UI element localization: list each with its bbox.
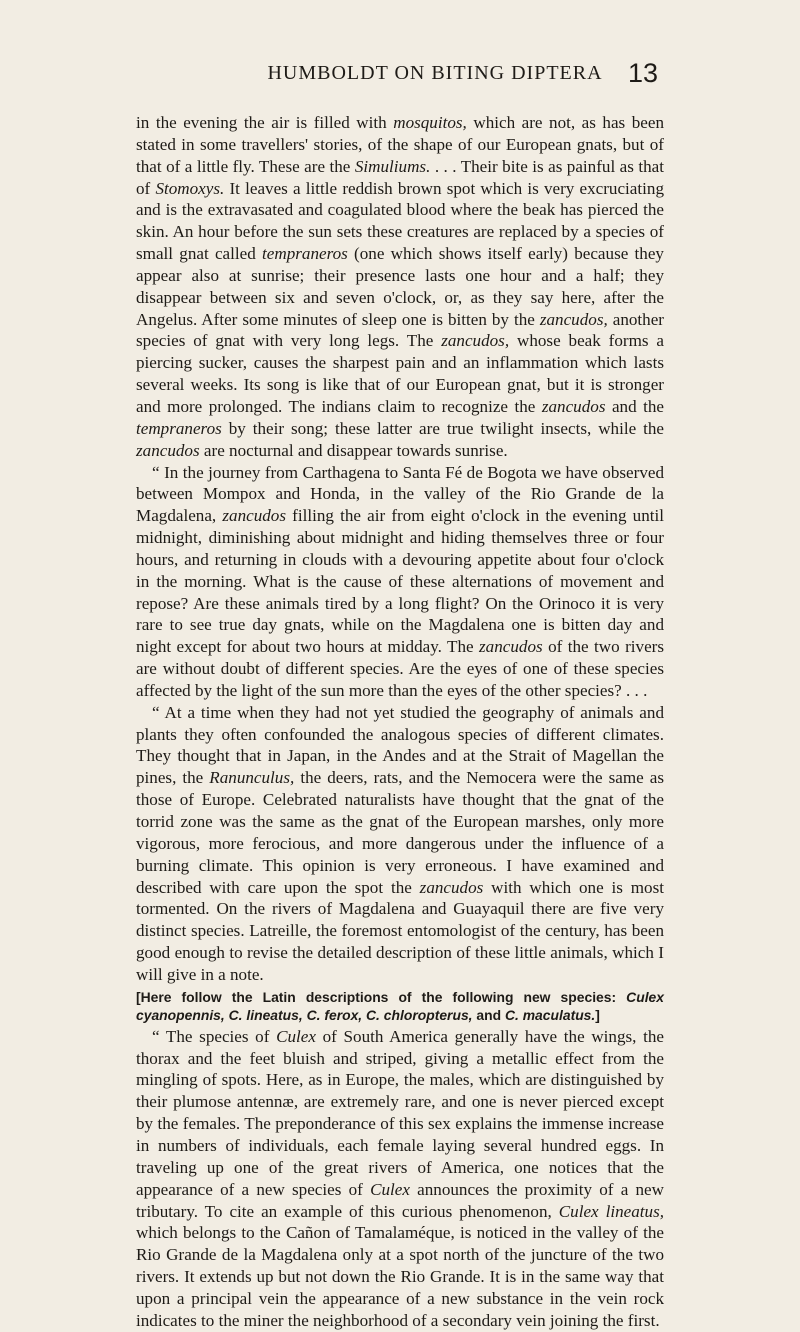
italic-term: zancudos [222,506,287,526]
italic-term: C. maculatus. [504,1007,596,1024]
italic-term: Culex cyanopennis, C. lineatus, C. ferox, C. chloropterus, [136,988,664,1024]
italic-term: mosquitos, [393,113,467,132]
text-run: announces the proximity of a new tributary. To cite an example of this curious phenomenon, [136,1179,664,1221]
italic-term: zancudos [479,637,543,657]
text-run: . . . Their bite is as painful as that of [136,156,664,198]
page-number: 13 [627,58,658,88]
italic-term: Ranunculus, [209,768,295,788]
running-title: HUMBOLDT ON BITING DIPTERA [267,62,603,84]
italic-term: zancudos [541,396,606,416]
text-run: “ At a time when they had not yet studied the geography of animals and plants they often confounded the analogous species of different climates. They thought that in Japan, in the Andes and at the Strait of Magellan the pines, the [136,702,664,788]
text-run: whose beak forms a piercing sucker, causes the sharpest pain and an inflammation which lasts several weeks. Its song is like that of our European gnat, but it is stronger and more prolonged. The indians claim to recognize the [136,331,664,416]
text-run: which belongs to the Cañon of Tamalaméque, is noticed in the valley of the Rio Grande de la Magdalena only at a spot north of the juncture of the two rivers. It extends up but not down the Rio Grande. It is in the same way that upon a principal vein the appearance of a new substance in the vein rock indicates to the miner the neighborhood of a secondary vein joining the first. [136,1223,664,1330]
text-run: and the [605,396,664,416]
text-run: another species of gnat with very long legs. The [136,309,664,351]
text-run: of South America generally have the wings, the thorax and the feet bluish and striped, giving a metallic effect from the mingling of spots. Here, as in Europe, the males, which are distinguished by their plumose antennæ, are extremely rare, and one is never pierced except by the females. The preponderance of this sex explains the immense increase in numbers of individuals, each female laying several hundred eggs. In traveling up one of the great rivers of America, one notices that the appearance of a new species of [136,1026,664,1199]
text-run: and [472,1007,505,1024]
paragraph [136,1026,664,1332]
text-run: are nocturnal and disappear towards sunrise. [199,440,508,460]
text-run: filling the air from eight o'clock in the evening until midnight, diminishing about midnight and hiding themselves three or four hours, and returning in clouds with a devouring appetite about four o'clock in the morning. What is the cause of these alternations of movement and repose? Are these animals tired by a long flight? On the Orinoco it is very rare to see true day gnats, while on the Magdalena one is bitten day and night except for about two hours at midday. The [136,506,664,657]
italic-term: Culex lineatus, [558,1201,664,1221]
text-run: the deers, rats, and the Nemocera were the same as those of Europe. Celebrated naturalists have thought that the gnat of the torrid zone was the same as the gnat of the European marshes, only more vigorous, more ferocious, and more dangerous under the influence of a burning climate. This opinion is very erroneous. I have examined and described with care upon the spot the [136,768,664,897]
text-run: with which one is most tormented. On the rivers of Magdalena and Guayaquil there are five very distinct species. Latreille, the foremost entomologist of the century, has been good enough to revise the detailed description of these little animals, which I will give in a note. [136,877,665,984]
text-run: which are not, as has been stated in some travellers' stories, of the shape of our European gnats, but of that of a little fly. These are the [136,113,664,176]
text-run: ] [595,1007,600,1024]
text-run: of the two rivers are without doubt of different species. Are the eyes of one of these species affected by the light of the sun more than the eyes of the other species? . . . [136,637,665,700]
text-run: It leaves a little reddish brown spot which is very excruciating and is the extravasated and coagulated blood where the beak has pierced the skin. An hour before the sun sets these creatures are replaced by a species of small gnat called [136,178,664,264]
italic-term: zancudos [419,877,484,897]
paragraph [136,462,664,702]
text-run: [Here follow the Latin descriptions of the following new species: [136,988,627,1005]
text-run: in the evening the air is filled with [136,113,394,132]
paragraph [136,702,664,986]
italic-term: tempraneros [136,418,222,438]
text-run: “ The species of [152,1026,277,1046]
italic-term: zancudos [136,440,200,460]
italic-term: tempraneros [262,244,348,264]
italic-term: zancudos, [441,331,510,351]
paragraph [136,112,664,462]
italic-term: Culex [370,1179,410,1199]
editorial-note [136,988,664,1025]
text-run: (one which shows itself early) because they appear also at sunrise; their presence lasts one hour and a half; they disappear between six and seven o'clock, or, as they say here, after the Angelus. After some minutes of sleep one is bitten by the [136,244,664,329]
italic-term: Stomoxys. [155,178,225,198]
italic-term: zancudos, [539,309,608,329]
italic-term: Culex [276,1026,316,1046]
text-run: by their song; these latter are true twilight insects, while the [221,418,664,438]
body-text [136,112,664,1332]
italic-term: Simuliums. [354,156,431,176]
text-run: “ In the journey from Carthagena to Santa Fé de Bogota we have observed between Mompox and Honda, in the valley of the Rio Grande de la Magdalena, [136,462,664,526]
